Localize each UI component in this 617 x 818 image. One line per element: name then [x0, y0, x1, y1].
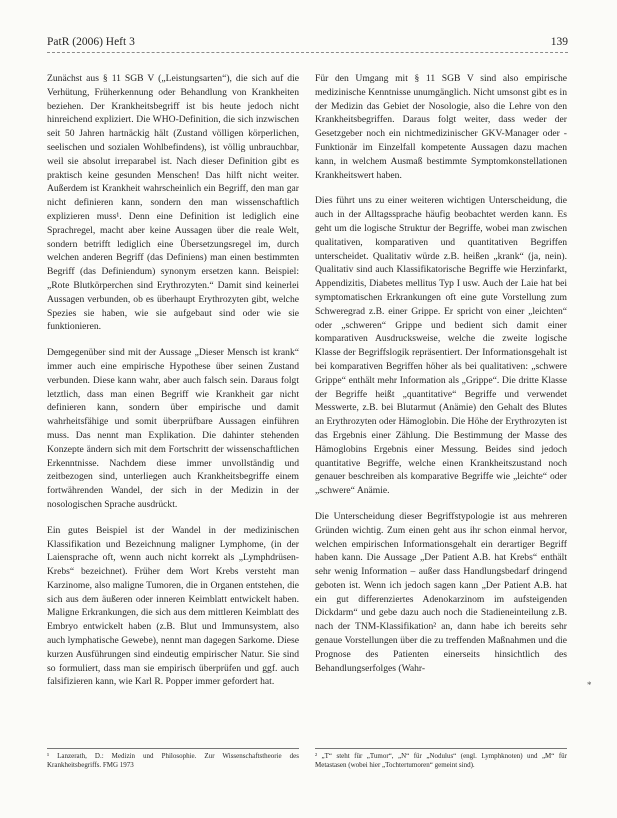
- paragraph: Demgegenüber sind mit der Aussage „Dieser Mensch ist krank“ immer auch eine empirische Hypothese über seinen Zustand verbunden. Diese kann wahr, aber auch falsch sein. Daraus folgt letztlich, dass man einen Begriff wie Krankheit gar nicht definieren kann, sondern über empirische und damit wahrheitsfähige und somit überprüfbare Aussagen einführen muss. Das nennt man Explikation. Die dahinter stehenden Konzepte ändern sich mit dem Fortschritt der wissenschaftlichen Erkenntnisse. Nachdem diese immer unvollständig und zeitbezogen sind, unterliegen auch Krankheitsbegriffe einem fortwährenden Wandel, der sich in der Medizin in der nosologischen Sprache ausdrückt.: [47, 347, 299, 510]
- left-column: [47, 72, 299, 701]
- paragraph: Die Unterscheidung dieser Begriffstypologie ist aus mehreren Gründen wichtig. Zum einen geht aus ihr schon einmal hervor, welchen empirischen Informationsgehalt ein derartiger Begriff haben kann. Die Aussage „Der Patient A.B. hat Krebs“ enthält sehr wenig Information – außer dass Handlungsbedarf dringend geboten ist. Wenn ich jedoch sagen kann „Der Patient A.B. hat ein gut differenziertes Adenokarzinom im aufsteigenden Dickdarm“ und gebe dazu auch noch die Stadieneinteilung z.B. nach der TNM-Klassifikation² an, dann habe ich bereits sehr genaue Vorstellungen über die zu treffenden Maßnahmen und die Prognose des Patienten einerseits hinsichtlich des Behandlungserfolges (Wahr-: [315, 510, 567, 674]
- right-column: [315, 72, 567, 687]
- paragraph: Ein gutes Beispiel ist der Wandel in der medizinischen Klassifikation und Bezeichnung maligner Lymphome, (in der Laiensprache oft, wenn auch nicht korrekt als „Lymphdrüsen-Krebs“ bezeichnet). Früher dem Wort Krebs versteht man Karzinome, also maligne Tumoren, die in Organen entstehen, die sich aus dem äußeren oder inneren Keimblatt entwickelt haben. Maligne Erkrankungen, die sich aus dem mittleren Keimblatt des Embryo entwickelt haben (z.B. Blut und Immunsystem, also auch lymphatische Gewebe), nennt man dagegen Sarkome. Diese kurzen Ausführungen sind eindeutig empirischer Natur. Sie sind so formuliert, dass man sie empirisch überprüfen und ggf. auch falsifizieren kann, wie Karl R. Popper immer gefordert hat.: [47, 524, 299, 688]
- page-number: 139: [550, 36, 568, 48]
- running-header: [47, 36, 568, 53]
- journal-title: PatR (2006) Heft 3: [47, 36, 135, 48]
- paragraph: Zunächst aus § 11 SGB V („Leistungsarten“), die sich auf die Verhütung, Früherkennung oder Behandlung von Krankheiten beziehen. Der Krankheitsbegriff ist bis heute jedoch nicht hinreichend expliziert. Die WHO-Definition, die sich inzwischen seit 50 Jahren hartnäckig hält (Zustand völligen körperlichen, seelischen und sozialen Wohlbefindens), ist völlig unbrauchbar, weil sie absolut irreparabel ist. Nach dieser Definition gibt es praktisch keine gesunden Menschen! Das hilft nicht weiter. Außerdem ist Krankheit wahrscheinlich ein Begriff, den man gar nicht definieren kann, sondern den man wissenschaftlich explizieren muss¹. Denn eine Definition ist lediglich eine Sprachregel, macht aber keine Aussagen über die reale Welt, sondern betrifft lediglich eine Übersetzungsregel im, durch welchen anderen Begriff (das Definiens) man einen bestimmten Begriff (das Definiendum) synonym ersetzen kann. Beispiel: „Rote Blutkörperchen sind Erythrozyten.“ Damit sind keinerlei Aussagen verbunden, ob es überhaupt Erythrozyten gibt, welche Spezies sie haben, wie sie aufgebaut sind oder wie sie funktionieren.: [47, 73, 299, 333]
- paragraph: Dies führt uns zu einer weiteren wichtigen Unterscheidung, die auch in der Alltagssprache häufig beobachtet werden kann. Es geht um die logische Struktur der Begriffe, wobei man zwischen qualitativen, komparativen und quantitativen Begriffen unterscheidet. Qualitativ würde z.B. heißen „krank“ (ja, nein). Qualitativ sind auch Klassifikatorische Begriffe wie Herzinfarkt, Appendizitis, Diabetes mellitus Typ I usw. Auch der Laie hat bei symptomatischen Erkrankungen oft eine gute Vorstellung zum Schweregrad z.B. einer Grippe. Er spricht von einer „leichten“ oder „schweren“ Grippe und bedient sich damit einer komparativen Ausdrucksweise, welche die zweite logische Klasse der Begriffslogik repräsentiert. Der Informationsgehalt ist bei komparativen Begriffen höher als bei qualitativen: „schwere Grippe“ enthält mehr Information als „Grippe“. Die dritte Klasse der Begriffe heißt „quantitative“ Begriffe und verwendet Messwerte, z.B. bei Blutarmut (Anämie) den Gehalt des Blutes an Erythrozyten oder Hämoglobin. Die Höhe der Erythrozyten ist das Ergebnis einer Zählung. Die Bestimmung der Masse des Hämoglobins Ergebnis einer Messung. Beides sind jedoch quantitative Begriffe, welche einen Krankheitszustand noch genauer beschreiben als komparative Begriffe wie „leichte“ oder „schwere“ Anämie.: [315, 195, 567, 497]
- margin-mark: *: [587, 680, 592, 690]
- footnote-text: ¹ Lanzerath, D.: Medizin und Philosophie. Zur Wissenschaftstheorie des Krankheitsbegriffs. FMG 1973: [47, 752, 299, 769]
- footnote-text: ² „T“ steht für „Tumor“, „N“ für „Nodulus“ (engl. Lymphknoten) und „M“ für Metastasen (wobei hier „Tochtertumoren“ gemeint sind).: [315, 752, 567, 769]
- paragraph: Für den Umgang mit § 11 SGB V sind also empirische medizinische Kenntnisse unumgänglich. Nicht umsonst gibt es in der Medizin das Gebiet der Nosologie, also die Lehre von den Krankheitsbegriffen. Daraus folgt weiter, dass weder der Gesetzgeber noch ein nichtmedizinischer GKV-Manager oder -Funktionär im Einzelfall kompetente Aussagen dazu machen kann, in welchem Ausmaß bestimmte Symptomkonstellationen Krankheitswert haben.: [315, 73, 567, 181]
- footnote-left: [47, 748, 299, 770]
- footnote-right: [315, 748, 567, 770]
